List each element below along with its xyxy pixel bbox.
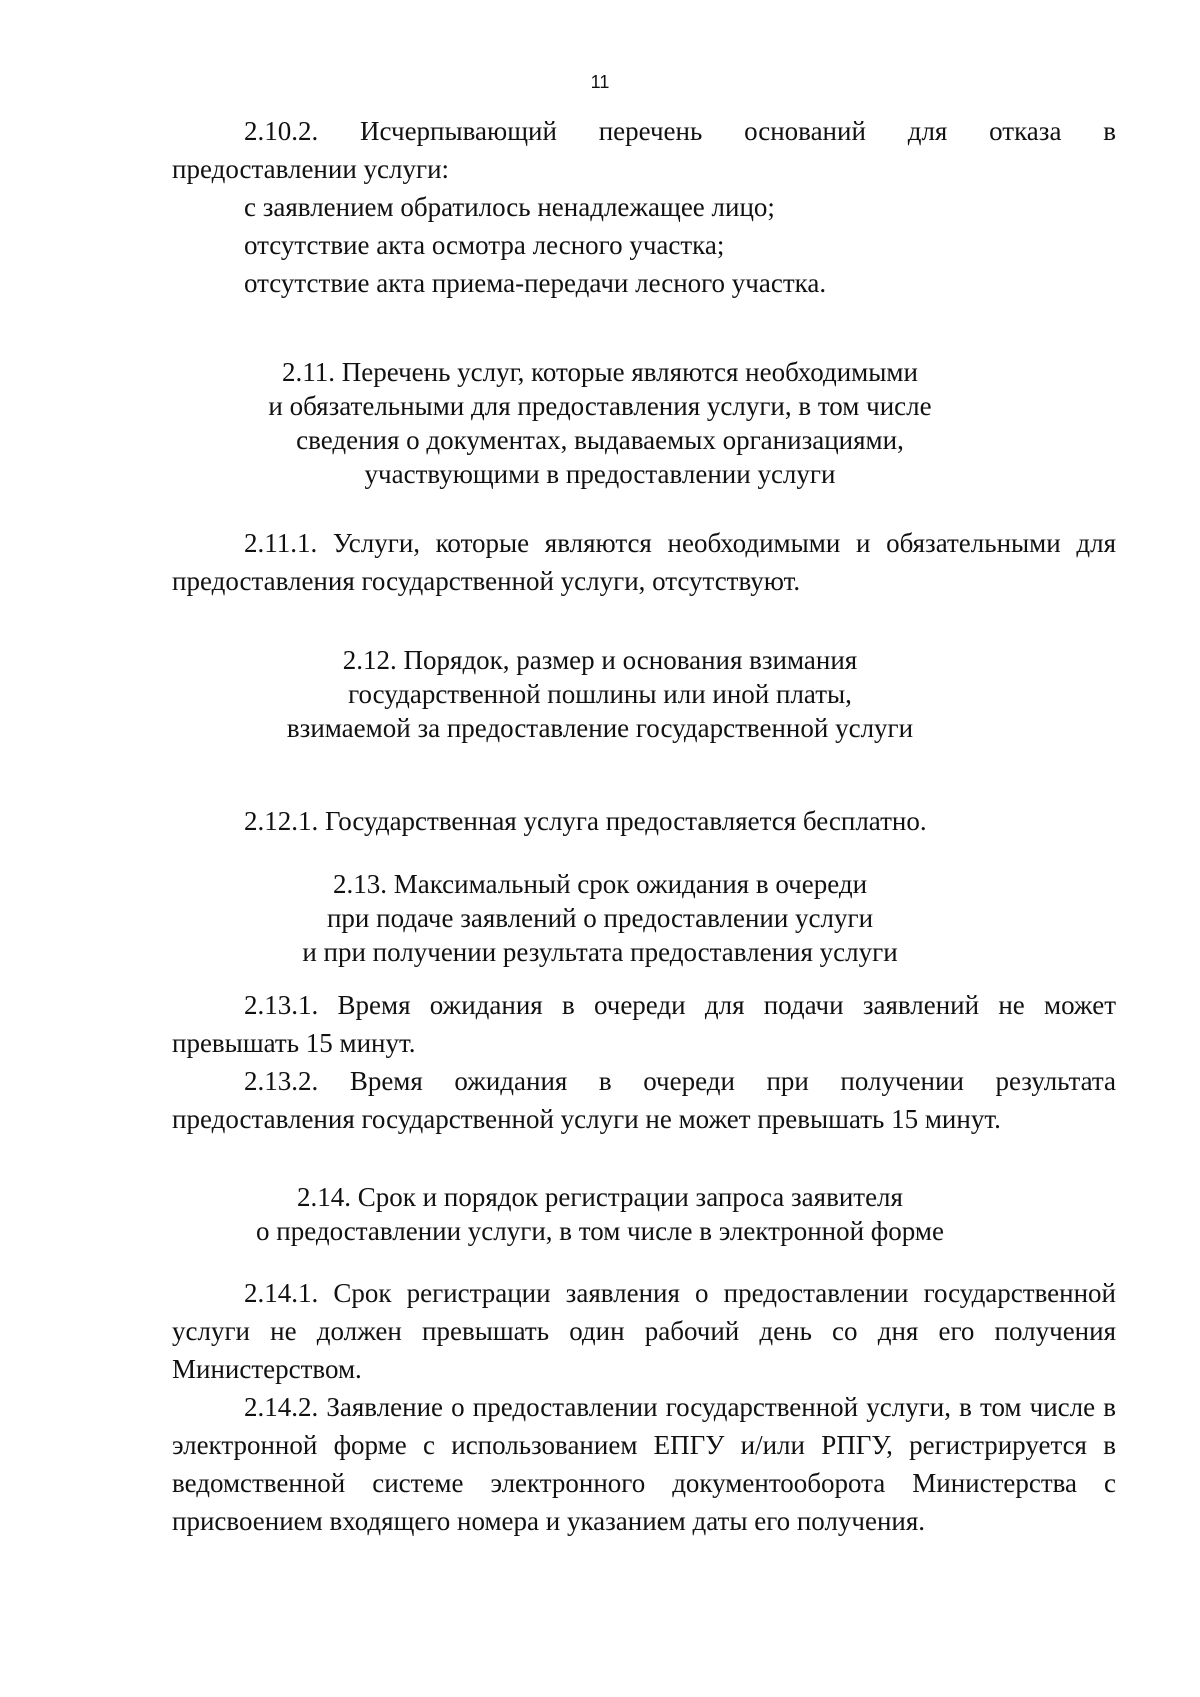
section-2-11-1 [172,524,1116,600]
page-number: 11 [590,72,610,92]
section-2-10-2 [172,112,1116,302]
list-item: отсутствие акта осмотра лесного участка; [244,230,725,260]
heading-2-14 [0,1180,1200,1248]
paragraph-2-14-2: 2.14.2. Заявление о предоставлении государственной услуги, в том числе в электронной форме с использованием ЕПГУ и/или РПГУ, регистрируется в ведомственной системе электронного документооборота Министерства с присвоением входящего номера и указанием даты его получения. [172,1392,1116,1536]
heading-line: 2.11. Перечень услуг, которые являются необходимыми [282,357,918,387]
section-2-12-1 [172,802,1116,840]
heading-line: и обязательными для предоставления услуги, в том числе [268,391,932,421]
heading-2-13 [0,867,1200,969]
heading-2-12 [0,643,1200,745]
paragraph-2-14-1: 2.14.1. Срок регистрации заявления о предоставлении государственной услуги не должен превышать один рабочий день со дня его получения Министерством. [172,1278,1116,1384]
heading-line: 2.13. Максимальный срок ожидания в очереди [332,869,868,899]
section-2-14 [172,1274,1116,1540]
heading-line: о предоставлении услуги, в том числе в электронной форме [256,1216,944,1246]
paragraph-2-11-1: 2.11.1. Услуги, которые являются необходимыми и обязательными для предоставления государственной услуги, отсутствуют. [172,528,1116,596]
heading-line: 2.12. Порядок, размер и основания взимания [342,645,858,675]
heading-2-11 [0,355,1200,491]
heading-line: сведения о документах, выдаваемых организациями, [296,425,904,455]
paragraph-2-12-1: 2.12.1. Государственная услуга предоставляется бесплатно. [244,806,927,836]
list-item: с заявлением обратилось ненадлежащее лицо; [244,192,775,222]
section-2-13 [172,986,1116,1138]
list-item: отсутствие акта приема-передачи лесного участка. [244,268,827,298]
paragraph-2-13-2: 2.13.2. Время ожидания в очереди при получении результата предоставления государственной услуги не может превышать 15 минут. [172,1066,1116,1134]
paragraph-2-13-1: 2.13.1. Время ожидания в очереди для подачи заявлений не может превышать 15 минут. [172,990,1116,1058]
heading-line: государственной пошлины или иной платы, [348,679,852,709]
heading-line: взимаемой за предоставление государственной услуги [286,713,914,743]
heading-line: участвующими в предоставлении услуги [364,459,836,489]
paragraph-2-10-2-line2: предоставлении услуги: [172,154,450,184]
heading-line: при подаче заявлений о предоставлении услуги [326,903,874,933]
heading-line: 2.14. Срок и порядок регистрации запроса заявителя [297,1182,903,1212]
heading-line: и при получении результата предоставления услуги [302,937,898,967]
paragraph-2-10-2-line1: 2.10.2. Исчерпывающий перечень оснований для отказа в [244,116,1116,146]
